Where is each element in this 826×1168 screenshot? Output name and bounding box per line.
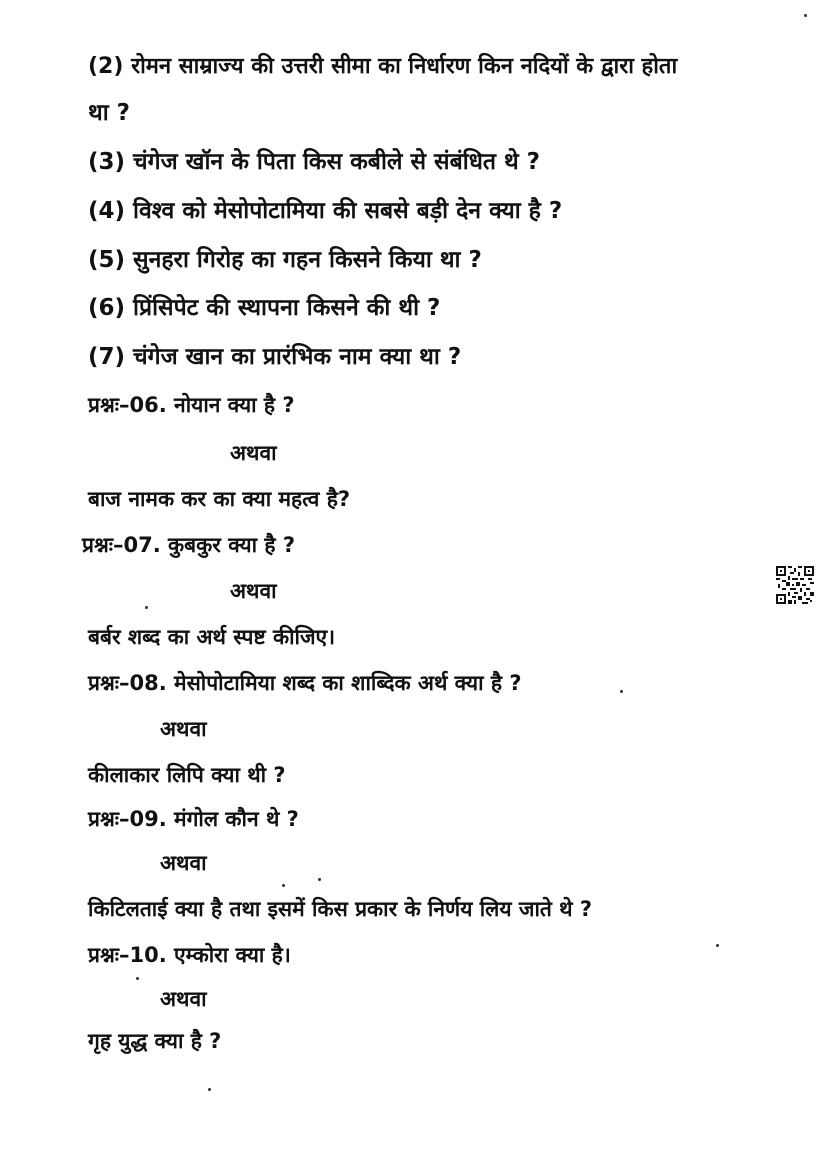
- or-separator: अथवा: [160, 851, 207, 875]
- question-line: किटिलताई क्या है तथा इसमें किस प्रकार के निर्णय लिय जाते थे ?: [88, 897, 593, 921]
- question-line: (4) विश्व को मेसोपोटामिया की सबसे बड़ी देन क्या है ?: [88, 198, 563, 224]
- question-line: कीलाकार लिपि क्या थी ?: [88, 763, 286, 787]
- question-line: प्रश्नः–07. कुबकुर क्या है ?: [82, 533, 296, 557]
- scan-speck: [145, 606, 148, 609]
- scan-speck: [620, 690, 623, 693]
- scan-speck: [804, 14, 807, 17]
- or-separator: अथवा: [230, 579, 277, 603]
- question-line: (5) सुनहरा गिरोह का गहन किसने किया था ?: [88, 247, 482, 273]
- scan-speck: [716, 944, 719, 947]
- scan-speck: [136, 977, 139, 980]
- question-line: बर्बर शब्द का अर्थ स्पष्ट कीजिए।: [88, 625, 336, 649]
- question-line: प्रश्नः–09. मंगोल कौन थे ?: [88, 807, 299, 831]
- scan-speck: [208, 1088, 211, 1091]
- question-line: (3) चंगेज खॉन के पिता किस कबीले से संबंधित थे ?: [88, 149, 541, 175]
- question-line: प्रश्नः–10. एम्कोरा क्या है।: [88, 943, 291, 967]
- or-separator: अथवा: [160, 987, 207, 1011]
- question-line: बाज नामक कर का क्या महत्व है?: [88, 487, 351, 511]
- question-line: प्रश्नः–08. मेसोपोटामिया शब्द का शाब्दिक अर्थ क्या है ?: [88, 671, 522, 695]
- scan-speck: [282, 884, 285, 887]
- question-line: (7) चंगेज खान का प्रारंभिक नाम क्या था ?: [88, 344, 462, 370]
- question-line: (2) रोमन साम्राज्य की उत्तरी सीमा का निर्धारण किन नदियों के द्वारा होता: [88, 54, 678, 79]
- or-separator: अथवा: [160, 717, 207, 741]
- question-line: था ?: [88, 100, 131, 126]
- question-line: प्रश्नः–06. नोयान क्या है ?: [88, 393, 295, 417]
- scan-speck: [318, 878, 321, 881]
- or-separator: अथवा: [230, 441, 277, 465]
- question-line: (6) प्रिंसिपेट की स्थापना किसने की थी ?: [88, 295, 441, 321]
- question-line: गृह युद्ध क्या है ?: [88, 1029, 222, 1053]
- qr-code-icon: [776, 566, 814, 604]
